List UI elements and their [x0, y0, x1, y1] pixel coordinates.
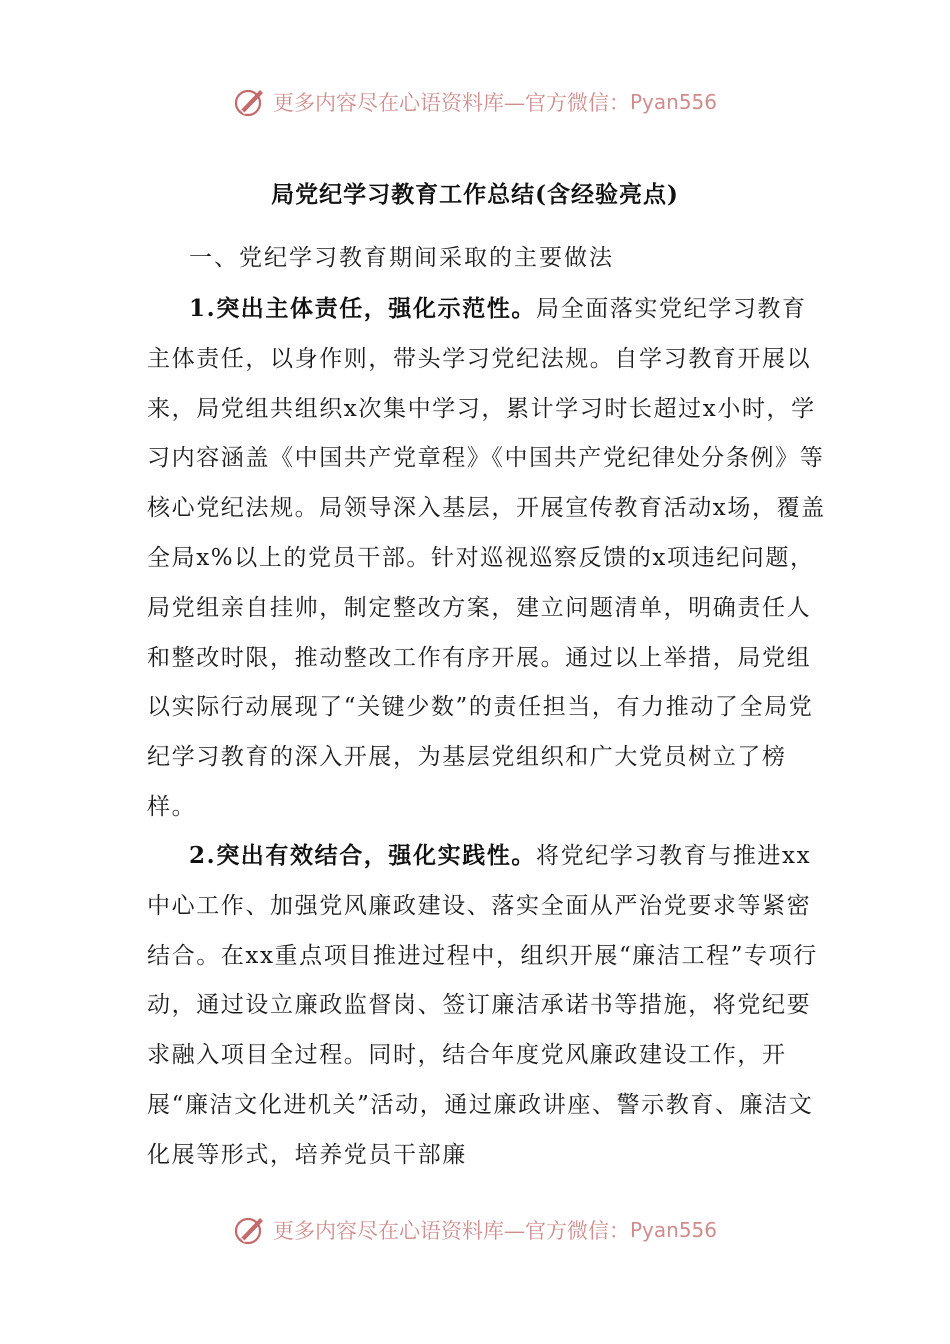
quill-logo-icon — [233, 85, 267, 119]
watermark-text: 更多内容尽在心语资料库—官方微信： — [272, 1219, 630, 1243]
paragraph-1 — [147, 284, 827, 833]
quill-logo-icon — [233, 1213, 267, 1247]
paragraph-1-lead: 1.突出主体责任，强化示范性。 — [189, 295, 537, 322]
watermark-contact: Pyan556 — [629, 90, 717, 114]
watermark-contact: Pyan556 — [629, 1218, 717, 1242]
paragraph-1-body: 局全面落实党纪学习教育主体责任，以身作则，带头学习党纪法规。自学习教育开展以来，局党组共组织x次集中学习，累计学习时长超过x小时，学习内容涵盖《中国共产党章程》《中国共产党纪律处分条例》等核心党纪法规。局领导深入基层，开展宣传教育活动x场，覆盖全局x%以上的党员干部。针对巡视巡察反馈的x项违纪问题，局党组亲自挂帅，制定整改方案，建立问题清单，明确责任人和整改时限，推动整改工作有序开展。通过以上举措，局党组以实际行动展现了“关键少数”的责任担当，有力推动了全局党纪学习教育的深入开展，为基层党组织和广大党员树立了榜样。 — [147, 296, 826, 820]
document-title: 局党纪学习教育工作总结(含经验亮点) — [271, 181, 679, 208]
watermark-text: 更多内容尽在心语资料库—官方微信： — [272, 91, 630, 115]
footer-watermark — [0, 1210, 950, 1250]
header-watermark — [0, 82, 950, 122]
paragraph-2 — [147, 831, 827, 1181]
paragraph-2-lead: 2.突出有效结合，强化实践性。 — [189, 842, 537, 869]
section-heading: 一、党纪学习教育期间采取的主要做法 — [189, 245, 614, 271]
paragraph-2-body: 将党纪学习教育与推进xx中心工作、加强党风廉政建设、落实全面从严治党要求等紧密结合。在xx重点项目推进过程中，组织开展“廉洁工程”专项行动，通过设立廉政监督岗、签订廉洁承诺书等措施，将党纪要求融入项目全过程。同时，结合年度党风廉政建设工作，开展“廉洁文化进机关”活动，通过廉政讲座、警示教育、廉洁文化展等形式，培养党员干部廉 — [147, 843, 818, 1168]
